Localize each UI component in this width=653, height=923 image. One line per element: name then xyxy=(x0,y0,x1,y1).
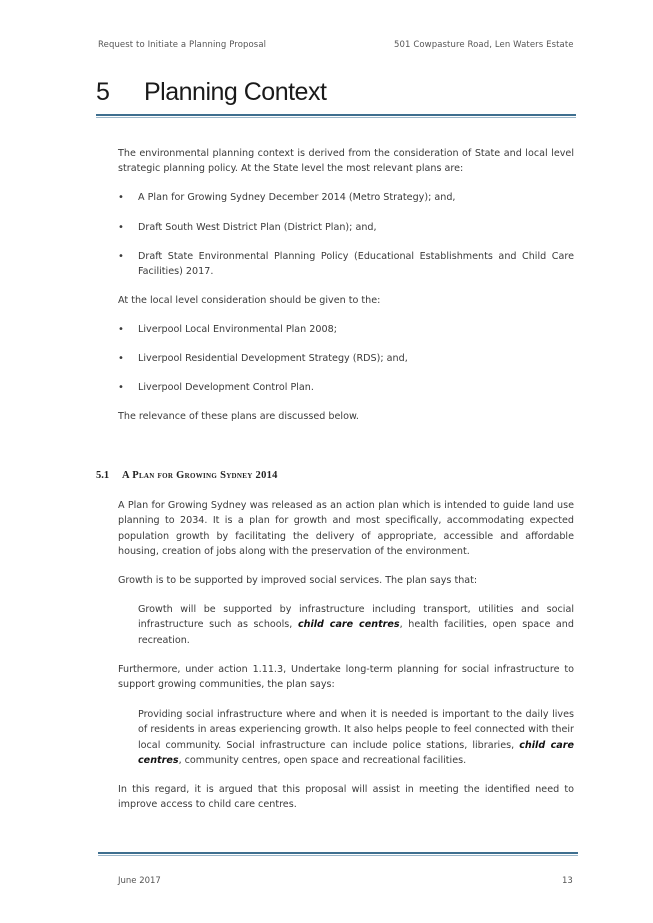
heading-rule-thin xyxy=(96,117,576,118)
quote-emphasis: child care centres xyxy=(297,619,400,631)
action-paragraph: Furthermore, under action 1.11.3, Undertake long-term planning for social infrastructure to support growing communities, the plan says: xyxy=(118,664,574,691)
list-item xyxy=(118,190,574,205)
bullet-icon: • xyxy=(118,251,124,262)
block-quote xyxy=(138,707,574,769)
bullet-icon: • xyxy=(118,192,124,203)
header-site-address: 501 Cowpasture Road, Len Waters Estate xyxy=(394,40,574,50)
bullet-icon: • xyxy=(118,222,124,233)
section-number: 5.1 xyxy=(96,470,110,481)
quote-emphasis: child care centres xyxy=(138,739,574,767)
state-plan-item: Draft South West District Plan (District Plan); and, xyxy=(138,222,377,233)
local-plan-item: Liverpool Residential Development Strategy (RDS); and, xyxy=(138,353,408,364)
intro-paragraph: The environmental planning context is derived from the consideration of State and local level strategic planning policy. At the State level the most relevant plans are: xyxy=(118,148,574,175)
block-quote xyxy=(138,602,574,648)
list-item xyxy=(118,351,574,366)
footer-rule-thin xyxy=(98,855,578,856)
local-plan-item: Liverpool Development Control Plan. xyxy=(138,382,314,393)
bullet-icon: • xyxy=(118,382,124,393)
quote-text: Growth will be supported by infrastructure including transport, utilities and social infrastructure such as schools, xyxy=(138,604,574,631)
quote-text: , community centres, open space and recreational facilities. xyxy=(178,755,467,767)
footer-date: June 2017 xyxy=(118,876,161,886)
section-heading xyxy=(96,470,278,481)
plan-description-paragraph: A Plan for Growing Sydney was released as an action plan which is intended to guide land use planning to 2034. It is a plan for growth and most specifically, accommodating expected population growth by facilitating the delivery of appropriate, accessible and affordable housing, creation of jobs along with the preservation of the environment. xyxy=(118,500,574,558)
page-number: 13 xyxy=(562,876,573,886)
conclusion-paragraph: In this regard, it is argued that this proposal will assist in meeting the identified need to improve access to child care centres. xyxy=(118,784,574,811)
list-item xyxy=(118,220,574,235)
bullet-icon: • xyxy=(118,353,124,364)
list-item xyxy=(118,249,574,280)
list-item xyxy=(118,380,574,395)
local-plan-item: Liverpool Local Environmental Plan 2008; xyxy=(138,324,337,335)
local-intro-paragraph: At the local level consideration should be given to the: xyxy=(118,295,381,306)
growth-paragraph: Growth is to be supported by improved social services. The plan says that: xyxy=(118,575,478,586)
list-item xyxy=(118,322,574,337)
section-title: A Plan for Growing Sydney 2014 xyxy=(122,470,278,481)
state-plan-item: A Plan for Growing Sydney December 2014 (Metro Strategy); and, xyxy=(138,192,456,203)
footer-rule xyxy=(98,852,578,854)
bullet-icon: • xyxy=(118,324,124,335)
relevance-paragraph: The relevance of these plans are discussed below. xyxy=(118,411,359,422)
state-plan-item: Draft State Environmental Planning Policy (Educational Establishments and Child Care Facilities) 2017. xyxy=(138,251,574,278)
heading-rule xyxy=(96,114,576,116)
chapter-number: 5 xyxy=(96,78,110,106)
quote-text: Providing social infrastructure where and when it is needed is important to the daily lives of residents in areas experiencing growth. It also helps people to feel connected with their local community. Social infrastructure can include police stations, libraries, xyxy=(138,709,574,751)
chapter-heading xyxy=(96,78,326,107)
quote-text: , health facilities, open space and recreation. xyxy=(138,619,574,646)
chapter-title: Planning Context xyxy=(144,78,327,106)
header-document-title: Request to Initiate a Planning Proposal xyxy=(98,40,267,50)
